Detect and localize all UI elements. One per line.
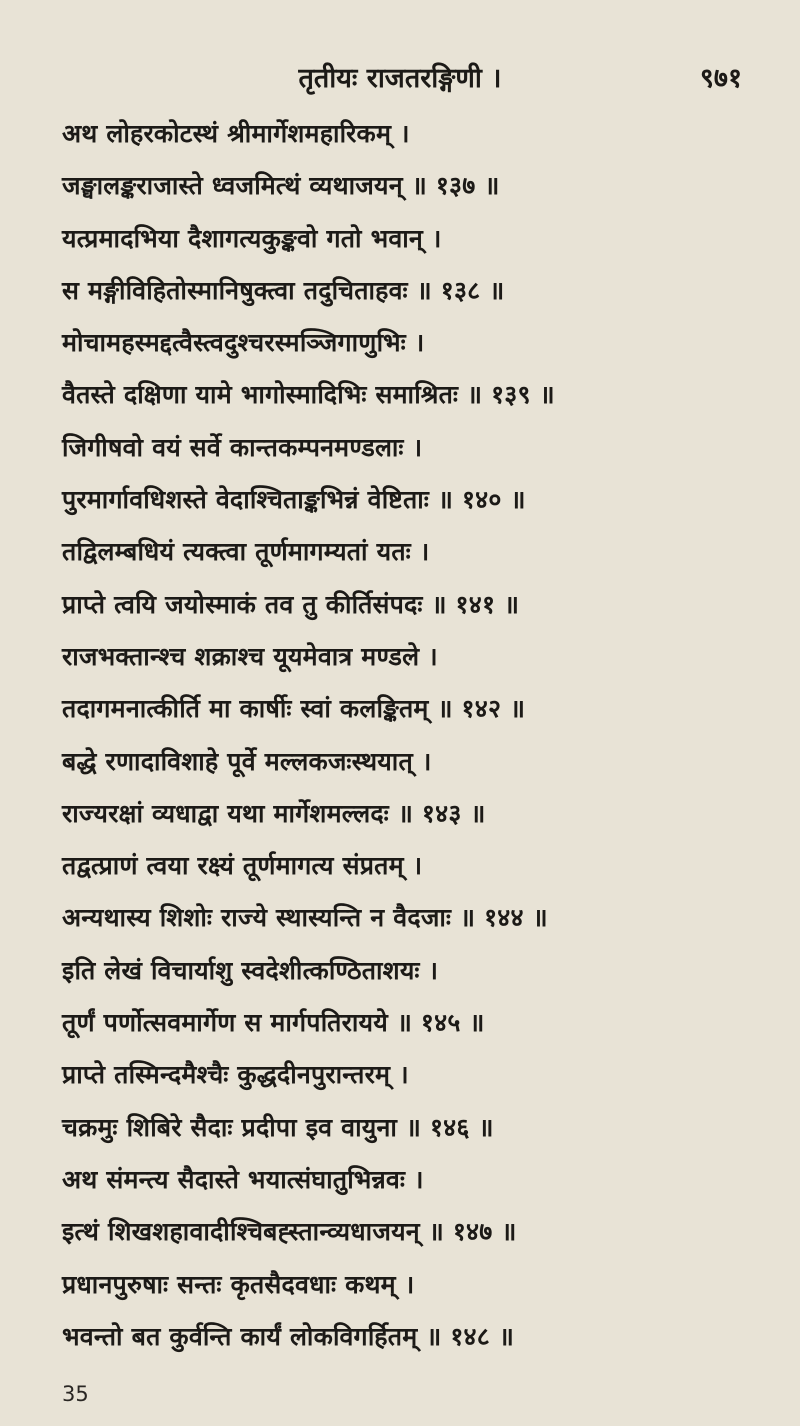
verse-line: तदागमनात्कीर्ति मा कार्षीः स्वां कलङ्कितम् ॥ १४२ ॥	[62, 694, 526, 724]
verse-line: प्राप्ते तस्मिन्दमैश्चैः कुद्धदीनपुरान्तरम् ।	[62, 1060, 409, 1090]
verse-line: इति लेखं विचार्याशु स्वदेशीत्कण्ठिताशयः ।	[62, 955, 439, 985]
verse-line: चक्रमुः शिबिरे सैदाः प्रदीपा इव वायुना ॥ १४६ ॥	[62, 1112, 494, 1142]
verse-line: तूर्णं पर्णोत्सवमार्गेण स मार्गपतिरायये ॥ १४५ ॥	[62, 1008, 485, 1038]
verse-line: अन्यथास्य शिशोः राज्ये स्थास्यन्ति न वैदजाः ॥ १४४ ॥	[62, 903, 548, 933]
verse-line: मोचामहस्मद्दत्वैस्त्वदुश्चरस्मञ्जिगाणुभिः ।	[62, 328, 425, 358]
verse-line: यत्प्रमादभिया दैशागत्यकुङ्कवो गतो भवान् ।	[62, 223, 442, 253]
verse-line: राजभक्तान्श्च शक्राश्च यूयमेवात्र मण्डले ।	[62, 641, 438, 671]
verse-line: तद्वत्प्राणं त्वया रक्ष्यं तूर्णमागत्य संप्रतम् ।	[62, 851, 423, 881]
verse-line: वैतस्ते दक्षिणा यामे भागोस्मादिभिः समाश्रितः ॥ १३९ ॥	[62, 380, 555, 410]
verse-line: प्रधानपुरुषाः सन्तः कृतसैदवधाः कथम् ।	[62, 1269, 415, 1299]
running-title: तृतीयः राजतरङ्गिणी ।	[298, 63, 502, 94]
signature-mark: 35	[62, 1382, 89, 1406]
verse-line: तद्विलम्बधियं त्यक्त्वा तूर्णमागम्यतां यतः ।	[62, 537, 430, 567]
verse-line: जिगीषवो वयं सर्वे कान्तकम्पनमण्डलाः ।	[62, 432, 423, 462]
verse-line: भवन्तो बत कुर्वन्ति कार्यं लोकविगर्हितम् ॥ १४८ ॥	[62, 1321, 515, 1351]
verse-line: प्राप्ते त्वयि जयोस्माकं तव तु कीर्तिसंपदः ॥ १४१ ॥	[62, 589, 520, 619]
page-header	[0, 58, 800, 98]
verse-line: अथ लोहरकोटस्थं श्रीमार्गेशमहारिकम् ।	[62, 119, 410, 148]
verse-line: अथ संमन्त्य सैदास्ते भयात्संघातुभिन्नवः ।	[62, 1164, 424, 1194]
verse-line: राज्यरक्षां व्यधाद्वा यथा मार्गेशमल्लदः ॥ १४३ ॥	[62, 798, 486, 828]
verse-line: बद्धे रणादाविशाहे पूर्वे मल्लकजःस्थयात् ।	[62, 746, 432, 776]
verse-line: पुरमार्गावधिशस्ते वेदाश्चिताङ्कभिन्नं वेष्टिताः ॥ १४० ॥	[62, 485, 526, 515]
verse-line: स मङ्गीविहितोस्मानिषुक्त्वा तदुचिताहवः ॥ १३८ ॥	[62, 275, 505, 305]
verse-block	[62, 108, 762, 1363]
verse-line: जङ्घालङ्कराजास्ते ध्वजमित्थं व्यथाजयन् ॥ १३७ ॥	[62, 171, 500, 201]
verse-line: इत्थं शिखशहावादीश्चिबह्स्तान्व्यधाजयन् ॥ १४७ ॥	[62, 1217, 517, 1247]
page-number: ९७१	[699, 63, 742, 94]
